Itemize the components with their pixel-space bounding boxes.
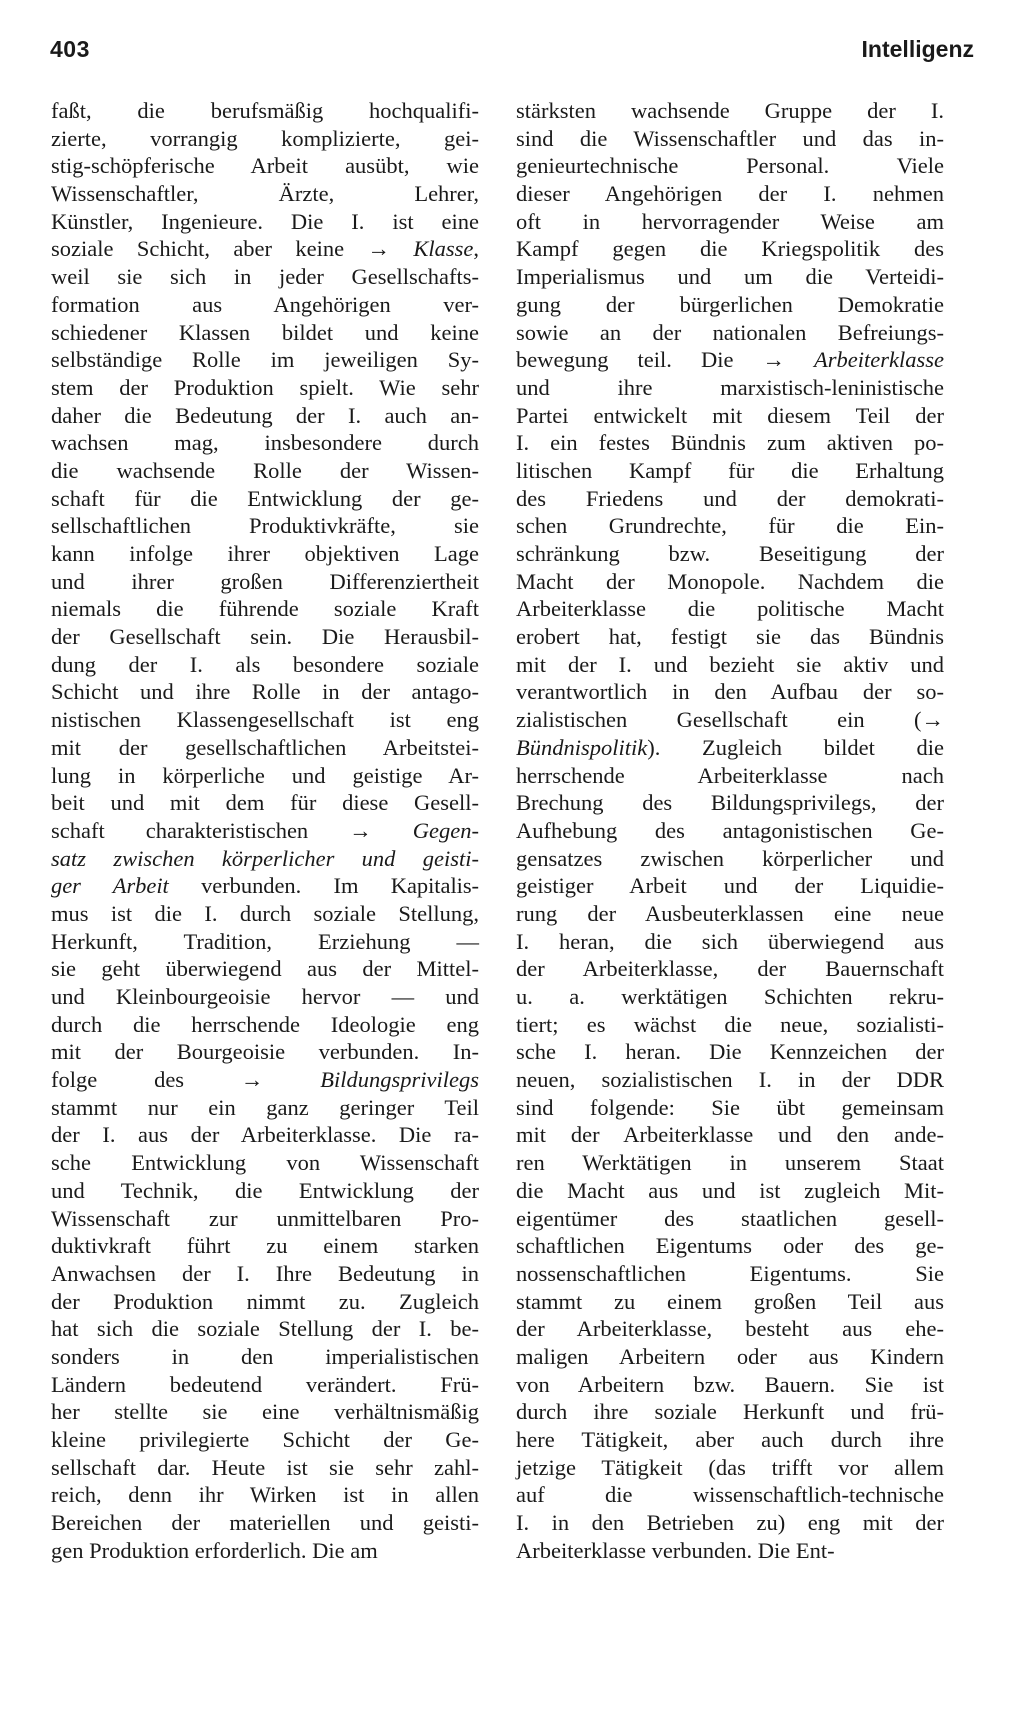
left-column-line	[51, 678, 479, 706]
text-run: Wissenschaftler, Ärzte, Lehrer,	[51, 181, 479, 207]
left-column-line	[51, 457, 479, 485]
text-run: kleine privilegierte Schicht der Ge-	[51, 1427, 479, 1452]
right-column-line	[516, 291, 944, 319]
text-run: mit der Arbeiterklasse und den ande-	[516, 1122, 944, 1148]
left-column-line	[51, 623, 479, 651]
cross-reference-term: Arbeiterklasse	[814, 347, 944, 373]
text-run: Aufhebung des antagonistischen Ge-	[516, 817, 944, 843]
left-column-line	[51, 1343, 479, 1371]
left-column-line	[51, 1426, 479, 1454]
text-run: lung in körperliche und geistige Ar-	[51, 762, 479, 788]
text-run: erobert hat, festigt sie das Bündnis	[516, 624, 944, 650]
text-run: durch ihre soziale Herkunft und frü-	[516, 1399, 944, 1425]
right-column-line	[516, 623, 944, 651]
text-run: sche Entwicklung von Wissenschaft	[51, 1150, 479, 1176]
text-run: sowie an der nationalen Befreiungs-	[516, 319, 944, 345]
text-run: duktivkraft führt zu einem starken	[51, 1233, 479, 1259]
left-column-line	[51, 1205, 479, 1233]
right-column-line	[516, 1038, 944, 1066]
right-column-line	[516, 485, 944, 513]
left-column-line	[51, 1481, 479, 1509]
right-column-line	[516, 872, 944, 900]
right-column-line	[516, 1121, 944, 1149]
right-column-line	[516, 208, 944, 236]
text-run: reich, denn ihr Wirken ist in allen	[51, 1482, 479, 1508]
left-column-line	[51, 900, 479, 928]
right-column-line	[516, 1426, 944, 1454]
text-run: I. in den Betrieben zu) eng mit der	[516, 1510, 944, 1536]
text-run: der Gesellschaft sein. Die Herausbil-	[51, 624, 479, 650]
text-run: here Tätigkeit, aber auch durch ihre	[516, 1427, 944, 1452]
left-column-line	[51, 762, 479, 790]
text-run: sie geht überwiegend aus der Mittel-	[51, 956, 479, 982]
text-run: Arbeiterklasse verbunden. Die Ent-	[516, 1537, 835, 1563]
right-column-line	[516, 1371, 944, 1399]
left-column-line	[51, 955, 479, 983]
right-column-line	[516, 97, 944, 125]
right-column-line	[516, 402, 944, 430]
text-run: nossenschaftlichen Eigentums. Sie	[516, 1260, 944, 1286]
left-column-line	[51, 651, 479, 679]
text-run: jetzige Tätigkeit (das trifft vor allem	[516, 1454, 944, 1480]
text-run: daher die Bedeutung der I. auch an-	[51, 402, 479, 428]
text-run: sellschaft dar. Heute ist sie sehr zahl-	[51, 1454, 479, 1480]
left-column-line	[51, 540, 479, 568]
text-run: Anwachsen der I. Ihre Bedeutung in	[51, 1260, 479, 1286]
text-run: mit der gesellschaftlichen Arbeitstei-	[51, 734, 479, 760]
right-column-line	[516, 1066, 944, 1094]
right-column-line	[516, 1149, 944, 1177]
left-column-line	[51, 125, 479, 153]
text-run: schen Grundrechte, für die Ein-	[516, 513, 944, 539]
left-column-line	[51, 235, 479, 263]
left-column-line	[51, 319, 479, 347]
left-column-line	[51, 1288, 479, 1316]
text-run: tiert; es wächst die neue, sozialisti-	[516, 1011, 944, 1037]
text-run: stem der Produktion spielt. Wie sehr	[51, 374, 479, 400]
left-column-line	[51, 1011, 479, 1039]
text-run: sonders in den imperialistischen	[51, 1343, 479, 1369]
left-column-line	[51, 1038, 479, 1066]
right-column-line	[516, 1398, 944, 1426]
text-run: stammt nur ein ganz geringer Teil	[51, 1094, 479, 1120]
left-column-line	[51, 512, 479, 540]
right-column-line	[516, 319, 944, 347]
right-column-line	[516, 900, 944, 928]
text-run: her stellte sie eine verhältnismäßig	[51, 1399, 479, 1425]
text-run: schaft charakteristischen →	[51, 817, 413, 843]
text-run: auf die wissenschaftlich-technische	[516, 1482, 944, 1508]
text-run: Kampf gegen die Kriegspolitik des	[516, 236, 944, 262]
text-run: selbständige Rolle im jeweiligen Sy-	[51, 347, 479, 373]
text-run: Künstler, Ingenieure. Die I. ist eine	[51, 208, 479, 234]
right-column-line	[516, 568, 944, 596]
text-run: oft in hervorragender Weise am	[516, 208, 944, 234]
text-run: und Kleinbourgeoisie hervor — und	[51, 984, 479, 1009]
text-run: litischen Kampf für die Erhaltung	[516, 457, 944, 483]
text-run: folge des →	[51, 1067, 321, 1093]
left-column-line	[51, 1121, 479, 1149]
text-run: stig-schöpferische Arbeit ausübt, wie	[51, 153, 479, 179]
text-run: hat sich die soziale Stellung der I. be-	[51, 1316, 479, 1342]
left-column-line	[51, 817, 479, 845]
text-run: Brechung des Bildungsprivilegs, der	[516, 790, 944, 816]
page-header	[50, 36, 974, 72]
left-column-line	[51, 180, 479, 208]
right-column-line	[516, 180, 944, 208]
left-column-line	[51, 1149, 479, 1177]
right-column-line	[516, 1011, 944, 1039]
text-run: Partei entwickelt mit diesem Teil der	[516, 402, 944, 428]
left-column-line	[51, 1260, 479, 1288]
right-column-line	[516, 152, 944, 180]
right-column-line	[516, 1094, 944, 1122]
text-run: verantwortlich in den Aufbau der so-	[516, 679, 944, 705]
text-run: ren Werktätigen in unserem Staat	[516, 1150, 944, 1176]
right-column-line	[516, 1454, 944, 1482]
right-column-line	[516, 512, 944, 540]
right-column-line	[516, 762, 944, 790]
text-run: I. heran, die sich überwiegend aus	[516, 928, 944, 954]
text-run: mit der I. und bezieht sie aktiv und	[516, 651, 944, 677]
right-column-line	[516, 346, 944, 374]
left-column-line	[51, 1537, 479, 1565]
left-column-line	[51, 1094, 479, 1122]
text-run: der Arbeiterklasse, der Bauernschaft	[516, 956, 944, 982]
text-run: und ihrer großen Differenziertheit	[51, 568, 479, 594]
left-column-line	[51, 291, 479, 319]
left-column-line	[51, 928, 479, 956]
text-run: sche I. heran. Die Kennzeichen der	[516, 1039, 944, 1065]
right-column-line	[516, 540, 944, 568]
left-column-line	[51, 263, 479, 291]
text-run: der I. aus der Arbeiterklasse. Die ra-	[51, 1122, 479, 1148]
right-column-line	[516, 928, 944, 956]
text-run: die wachsende Rolle der Wissen-	[51, 457, 479, 483]
left-text-column	[51, 97, 479, 1564]
page-number: 403	[50, 36, 90, 62]
text-run: soziale Schicht, aber keine →	[51, 236, 414, 262]
text-run: und ihre marxistisch-leninistische	[516, 374, 944, 400]
text-run: Ländern bedeutend verändert. Frü-	[51, 1371, 479, 1397]
text-run: kann infolge ihrer objektiven Lage	[51, 541, 479, 566]
right-column-line	[516, 1232, 944, 1260]
text-run: I. ein festes Bündnis zum aktiven po-	[516, 430, 944, 456]
text-run: ). Zugleich bildet die	[647, 734, 944, 760]
text-run: mit der Bourgeoisie verbunden. In-	[51, 1039, 479, 1065]
text-run: genieurtechnische Personal. Viele	[516, 153, 944, 179]
text-run: schränkung bzw. Beseitigung der	[516, 541, 944, 566]
left-column-line	[51, 208, 479, 236]
text-run: des Friedens und der demokrati-	[516, 485, 944, 511]
right-column-line	[516, 651, 944, 679]
text-run: geistiger Arbeit und der Liquidie-	[516, 873, 944, 899]
text-run: Arbeiterklasse die politische Macht	[516, 596, 944, 622]
text-run: der Arbeiterklasse, besteht aus ehe-	[516, 1316, 944, 1342]
text-run: schaftlichen Eigentums oder des ge-	[516, 1233, 944, 1259]
left-column-line	[51, 1066, 479, 1094]
text-run: sind die Wissenschaftler und das in-	[516, 125, 944, 151]
right-column-line	[516, 817, 944, 845]
text-run: Herkunft, Tradition, Erziehung —	[51, 928, 479, 954]
right-column-line	[516, 1205, 944, 1233]
text-run: formation aus Angehörigen ver-	[51, 291, 479, 317]
right-column-line	[516, 429, 944, 457]
right-column-line	[516, 1315, 944, 1343]
text-run: Macht der Monopole. Nachdem die	[516, 568, 944, 594]
right-column-line	[516, 789, 944, 817]
text-run: die Macht aus und ist zugleich Mit-	[516, 1177, 944, 1203]
right-column-line	[516, 1260, 944, 1288]
left-column-line	[51, 485, 479, 513]
left-column-line	[51, 706, 479, 734]
right-column-line	[516, 983, 944, 1011]
left-column-line	[51, 374, 479, 402]
text-run: zialistischen Gesellschaft ein (→	[516, 707, 944, 733]
cross-reference-term: Bündnispolitik	[516, 734, 648, 760]
text-run: durch die herrschende Ideologie eng	[51, 1011, 479, 1037]
right-column-line	[516, 706, 944, 734]
left-column-line	[51, 845, 479, 873]
text-run: schiedener Klassen bildet und keine	[51, 319, 479, 345]
text-run: verbunden. Im Kapitalis-	[168, 873, 479, 899]
text-run: rung der Ausbeuterklassen eine neue	[516, 900, 944, 926]
cross-reference-term: Gegen-	[412, 817, 479, 843]
left-column-line	[51, 568, 479, 596]
left-column-line	[51, 1371, 479, 1399]
text-run: Bereichen der materiellen und geisti-	[51, 1510, 479, 1536]
left-column-line	[51, 1398, 479, 1426]
text-run: wachsen mag, insbesondere durch	[51, 430, 479, 456]
left-column-line	[51, 152, 479, 180]
text-run: dung der I. als besondere soziale	[51, 651, 479, 677]
text-run: mus ist die I. durch soziale Stellung,	[51, 900, 479, 926]
right-column-line	[516, 1177, 944, 1205]
left-column-line	[51, 1509, 479, 1537]
running-head: Intelligenz	[861, 36, 974, 62]
text-run: der Produktion nimmt zu. Zugleich	[51, 1288, 479, 1314]
text-run: maligen Arbeitern oder aus Kindern	[516, 1343, 944, 1369]
left-column-line	[51, 97, 479, 125]
cross-reference-term: ger Arbeit	[51, 873, 169, 899]
text-run: Imperialismus und um die Verteidi-	[516, 264, 944, 290]
text-run: nistischen Klassengesellschaft ist eng	[51, 707, 479, 733]
text-run: faßt, die berufsmäßig hochqualifi-	[51, 98, 479, 123]
text-run: stärksten wachsende Gruppe der I.	[516, 98, 944, 123]
right-column-line	[516, 734, 944, 762]
right-column-line	[516, 1481, 944, 1509]
text-run: weil sie sich in jeder Gesellschafts-	[51, 264, 479, 290]
text-run: Schicht und ihre Rolle in der antago-	[51, 679, 479, 705]
text-run: gensatzes zwischen körperlicher und	[516, 845, 944, 871]
right-column-line	[516, 1288, 944, 1316]
text-run: von Arbeitern bzw. Bauern. Sie ist	[516, 1371, 944, 1397]
right-column-line	[516, 457, 944, 485]
text-run: bewegung teil. Die →	[516, 347, 815, 373]
cross-reference-term: satz zwischen körperlicher und geisti-	[51, 845, 479, 871]
left-column-line	[51, 983, 479, 1011]
left-column-line	[51, 1232, 479, 1260]
left-column-line	[51, 1454, 479, 1482]
text-run: gung der bürgerlichen Demokratie	[516, 291, 944, 317]
text-run: stammt zu einem großen Teil aus	[516, 1288, 944, 1314]
right-text-column	[516, 97, 944, 1564]
left-column-line	[51, 429, 479, 457]
text-run: gen Produktion erforderlich. Die am	[51, 1537, 378, 1563]
right-column-line	[516, 1509, 944, 1537]
text-run: zierte, vorrangig komplizierte, gei-	[51, 125, 479, 151]
text-run: Wissenschaft zur unmittelbaren Pro-	[51, 1205, 479, 1231]
left-column-line	[51, 1315, 479, 1343]
text-run: sellschaftlichen Produktivkräfte, sie	[51, 513, 479, 539]
text-run: eigentümer des staatlichen gesell-	[516, 1205, 944, 1231]
right-column-line	[516, 678, 944, 706]
right-column-line	[516, 1537, 944, 1565]
text-run: herrschende Arbeiterklasse nach	[516, 762, 944, 788]
text-run: schaft für die Entwicklung der ge-	[51, 485, 479, 511]
right-column-line	[516, 955, 944, 983]
right-column-line	[516, 1343, 944, 1371]
right-column-line	[516, 125, 944, 153]
right-column-line	[516, 374, 944, 402]
right-column-line	[516, 235, 944, 263]
left-column-line	[51, 789, 479, 817]
left-column-line	[51, 872, 479, 900]
text-run: niemals die führende soziale Kraft	[51, 596, 479, 622]
left-column-line	[51, 734, 479, 762]
text-run: ,	[473, 236, 479, 262]
text-run: dieser Angehörigen der I. nehmen	[516, 181, 944, 207]
text-run: u. a. werktätigen Schichten rekru-	[516, 984, 944, 1009]
cross-reference-term: Klasse	[413, 236, 474, 262]
left-column-line	[51, 595, 479, 623]
right-column-line	[516, 263, 944, 291]
right-column-line	[516, 845, 944, 873]
text-run: neuen, sozialistischen I. in der DDR	[516, 1067, 944, 1093]
cross-reference-term: Bildungsprivilegs	[320, 1067, 479, 1093]
text-run: sind folgende: Sie übt gemeinsam	[516, 1094, 944, 1120]
left-column-line	[51, 346, 479, 374]
left-column-line	[51, 1177, 479, 1205]
text-run: beit und mit dem für diese Gesell-	[51, 790, 479, 816]
left-column-line	[51, 402, 479, 430]
right-column-line	[516, 595, 944, 623]
text-run: und Technik, die Entwicklung der	[51, 1177, 479, 1203]
